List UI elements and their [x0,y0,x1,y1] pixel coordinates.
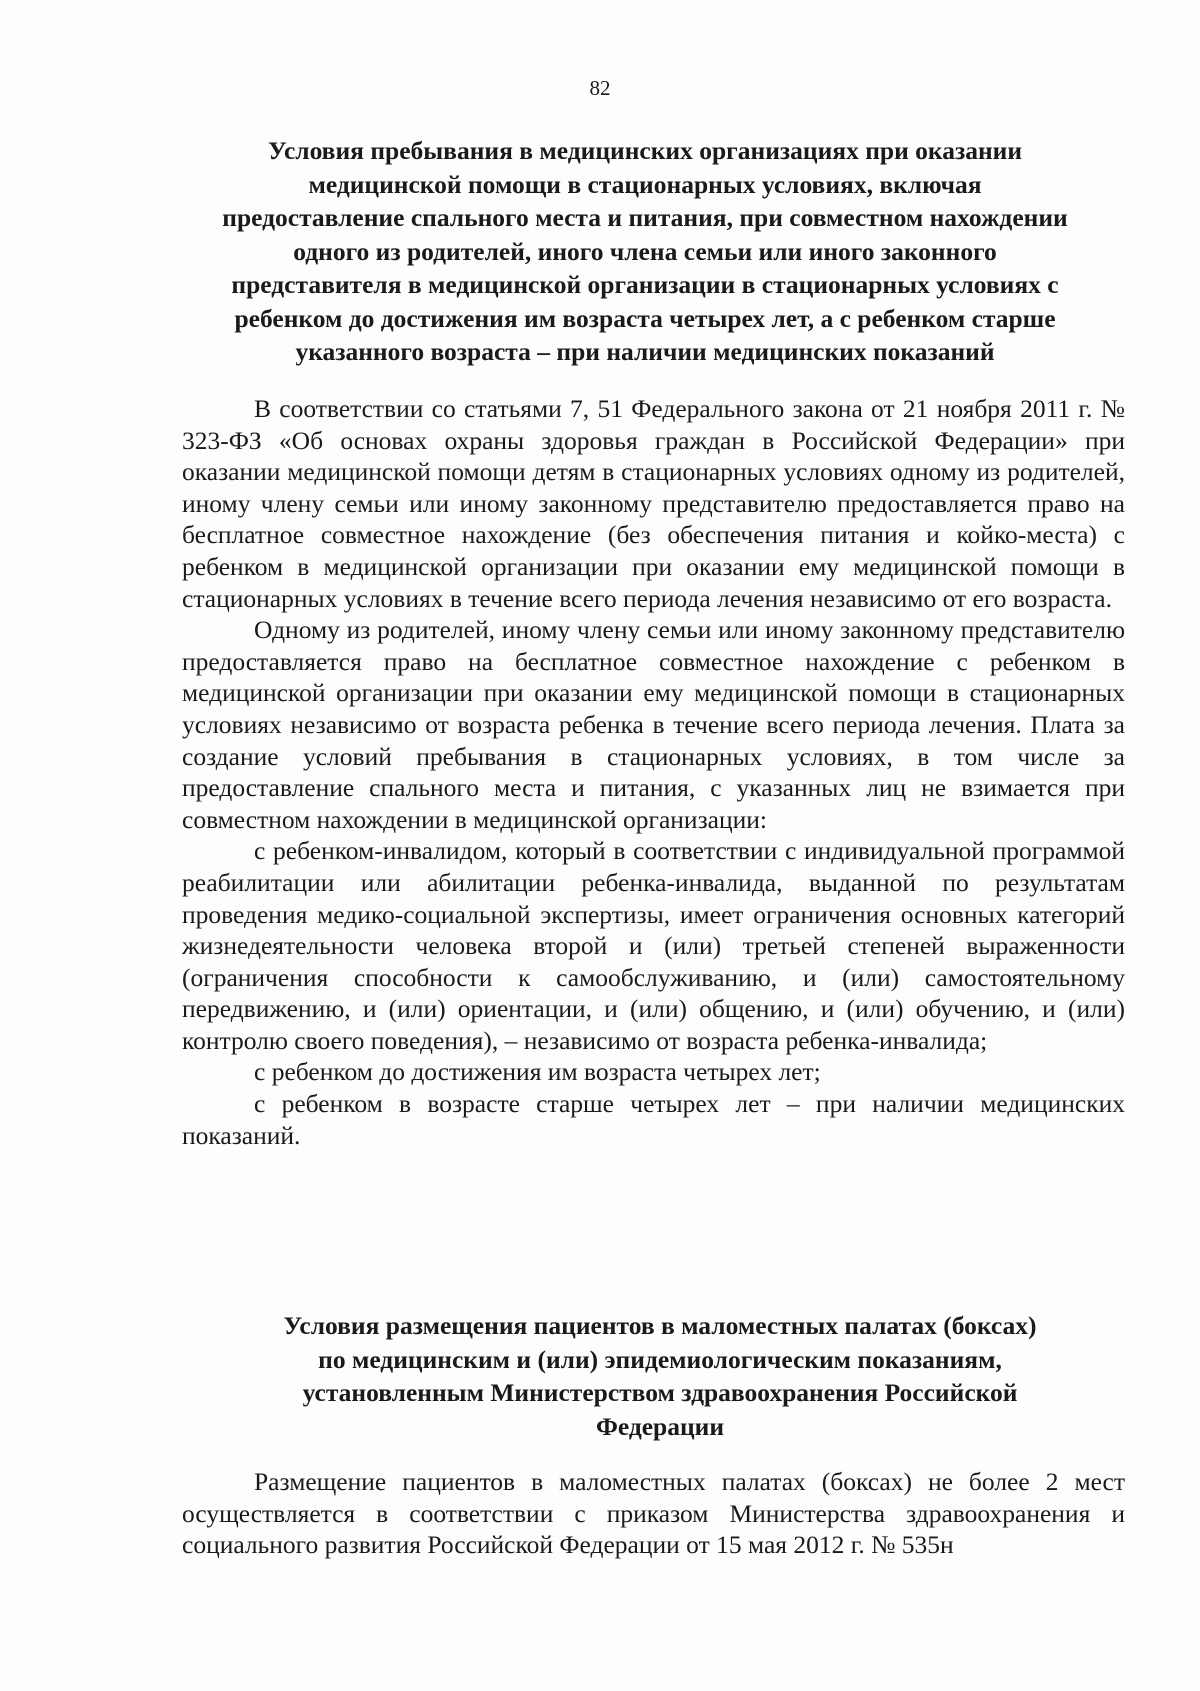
paragraph: Размещение пациентов в маломестных палатах (боксах) не более 2 мест осуществляется в соответствии с приказом Министерства здравоохранения и социального развития Российской Федерации от 15 мая 2012 г. № 535н [182,1467,1125,1560]
section-2-body [182,1466,1125,1561]
heading-line: Условия размещения пациентов в маломестных палатах (боксах) [283,1311,1037,1340]
heading-line: предоставление спального места и питания, при совместном нахождении [222,203,1068,232]
heading-line: медицинской помощи в стационарных условиях, включая [308,169,982,199]
section-1-heading [150,134,1140,369]
section-1-body [182,393,1125,1151]
list-item: с ребенком-инвалидом, который в соответствии с индивидуальной программой реабилитации или абилитации ребенка-инвалида, выданной по результатам проведения медико-социальной экспертизы, имеет ограничения основных категорий жизнедеятельности человека второй и (или) третьей степеней выраженности (ограничения способности к самообслуживанию, и (или) самостоятельному передвижению, и (или) ориентации, и (или) общению, и (или) обучению, и (или) контролю своего поведения), – независимо от возраста ребенка-инвалида; [182,836,1125,1055]
heading-line: ребенком до достижения им возраста четырех лет, а с ребенком старше [234,303,1056,333]
heading-line: одного из родителей, иного члена семьи или иного законного [293,236,997,266]
heading-line: Федерации [595,1411,725,1441]
heading-line: установленным Министерством здравоохранения Российской [302,1378,1018,1407]
page-number: 82 [589,76,611,100]
list-item: с ребенком до достижения им возраста четырех лет; [254,1057,821,1087]
heading-line: указанного возраста – при наличии медицинских показаний [295,337,995,366]
heading-line: Условия пребывания в медицинских организациях при оказании [267,136,1023,165]
list-item: с ребенком в возрасте старше четырех лет – при наличии медицинских показаний. [182,1089,1125,1150]
heading-line: представителя в медицинской организации в стационарных условиях с [231,270,1059,299]
paragraph: В соответствии со статьями 7, 51 Федерального закона от 21 ноября 2011 г. № 323-ФЗ «Об основах охраны здоровья граждан в Российской Федерации» при оказании медицинской помощи детям в стационарных условиях одному из родителей, иному члену семьи или иному законному представителю предоставляется право на бесплатное совместное нахождение (без обеспечения питания и койко-места) с ребенком в медицинской организации при оказании ему медицинской помощи в стационарных условиях в течение всего периода лечения независимо от его возраста. [182,394,1125,613]
paragraph: Одному из родителей, иному члену семьи или иному законному представителю предоставляется право на бесплатное совместное нахождение с ребенком в медицинской организации при оказании ему медицинской помощи в стационарных условиях независимо от возраста ребенка в течение всего периода лечения. Плата за создание условий пребывания в стационарных условиях, в том числе за предоставление спального места и питания, с указанных лиц не взимается при совместном нахождении в медицинской организации: [182,615,1125,834]
heading-line: по медицинским и (или) эпидемиологическим показаниям, [318,1344,1002,1374]
section-2-heading [210,1309,1110,1443]
